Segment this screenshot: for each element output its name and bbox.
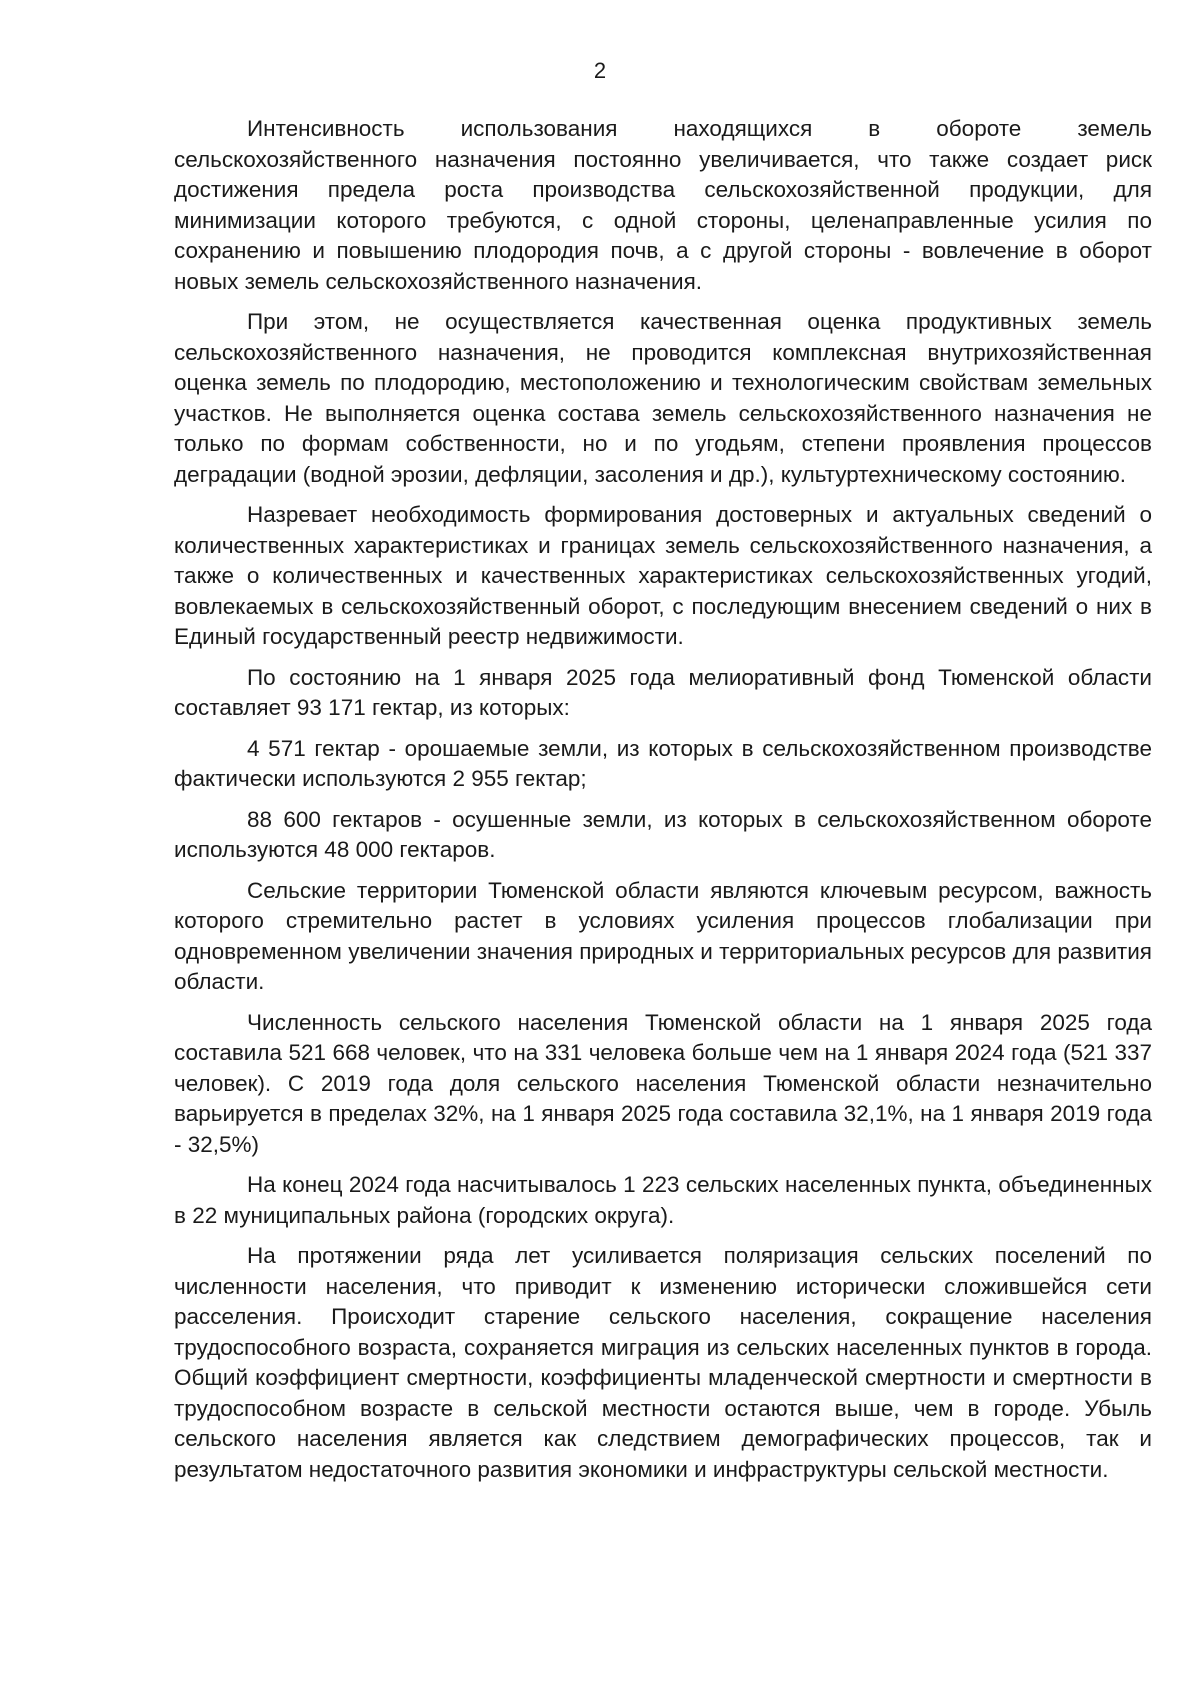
paragraph-land-registry-data: Назревает необходимость формирования достоверных и актуальных сведений о количественных характеристиках и границах земель сельскохозяйственного назначения, а также о количественных и качественных характеристиках сельскохозяйственных угодий, вовлекаемых в сельскохозяйственный оборот, с последующим внесением сведений о них в Единый государственный реестр недвижимости.	[174, 502, 1152, 649]
paragraph-settlement-polarization: На протяжении ряда лет усиливается поляризация сельских поселений по численности населения, что приводит к изменению исторически сложившейся сети расселения. Происходит старение сельского населения, сокращение населения трудоспособного возраста, сохраняется миграция из сельских населенных пунктов в города. Общий коэффициент смертности, коэффициенты младенческой смертности и смертности в трудоспособном возрасте в сельской местности остаются выше, чем в городе. Убыль сельского населения является как следствием демографических процессов, так и результатом недостаточного развития экономики и инфраструктуры сельской местности.	[174, 1243, 1152, 1482]
paragraph-irrigated-lands: 4 571 гектар - орошаемые земли, из которых в сельскохозяйственном производстве фактически используются 2 955 гектар;	[174, 735, 1152, 791]
paragraph-rural-territories: Сельские территории Тюменской области являются ключевым ресурсом, важность которого стремительно растет в условиях усиления процессов глобализации при одновременном увеличении значения природных и территориальных ресурсов для развития области.	[174, 877, 1152, 994]
page-number: 2	[593, 58, 607, 83]
paragraph-land-use-intensity: Интенсивность использования находящихся в обороте земель сельскохозяйственного назначения постоянно увеличивается, что также создает риск достижения предела роста производства сельскохозяйственной продукции, для минимизации которого требуются, с одной стороны, целенаправленные усилия по сохранению и повышению плодородия почв, а с другой стороны - вовлечение в оборот новых земель сельскохозяйственного назначения.	[174, 116, 1152, 294]
document-body	[174, 114, 1152, 1495]
paragraph-rural-settlements: На конец 2024 года насчитывалось 1 223 сельских населенных пункта, объединенных в 22 муниципальных района (городских округа).	[174, 1172, 1152, 1228]
paragraph-drained-lands: 88 600 гектаров - осушенные земли, из которых в сельскохозяйственном обороте используются 48 000 гектаров.	[174, 806, 1152, 862]
paragraph-rural-population: Численность сельского населения Тюменской области на 1 января 2025 года составила 521 668 человек, что на 331 человека больше чем на 1 января 2024 года (521 337 человек). С 2019 года доля сельского населения Тюменской области незначительно варьируется в пределах 32%, на 1 января 2025 года составила 32,1%, на 1 января 2019 года - 32,5%)	[174, 1009, 1152, 1157]
paragraph-reclamation-fund: По состоянию на 1 января 2025 года мелиоративный фонд Тюменской области составляет 93 171 гектар, из которых:	[174, 664, 1152, 720]
paragraph-land-quality-assessment: При этом, не осуществляется качественная оценка продуктивных земель сельскохозяйственного назначения, не проводится комплексная внутрихозяйственная оценка земель по плодородию, местоположению и технологическим свойствам земельных участков. Не выполняется оценка состава земель сельскохозяйственного назначения не только по формам собственности, но и по угодьям, степени проявления процессов деградации (водной эрозии, дефляции, засоления и др.), культуртехническому состоянию.	[174, 309, 1152, 487]
